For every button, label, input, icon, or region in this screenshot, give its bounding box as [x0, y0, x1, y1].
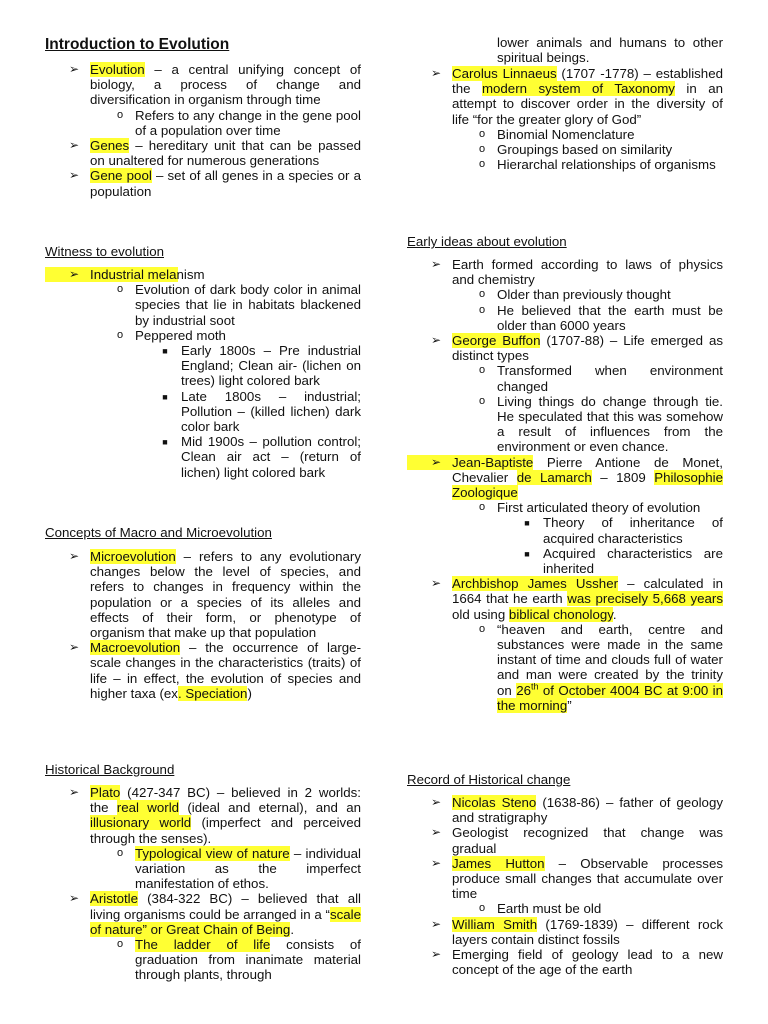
sub-typological: o Typological view of nature – individual variation as the imperfect manifestation of ethos. [45, 846, 361, 892]
intro-section [45, 62, 361, 199]
heading-record: Record of Historical change [407, 772, 571, 787]
highlight-date: 26th of October 4004 BC at 9:00 in the morning [497, 681, 723, 713]
circle-bullet-icon: o [478, 158, 486, 171]
arrow-bullet-icon: ➢ [68, 267, 80, 281]
bullet-aristotle: ➢ Aristotle (384-322 BC) – believed that all living organisms could be arranged in a “scale of nature” or Great Chain of Being. [68, 891, 361, 937]
circle-bullet-icon: o [478, 902, 486, 915]
term-hutton: James Hutton [452, 855, 545, 871]
sub-earth-old: o Earth must be old [407, 901, 723, 916]
term-steno: Nicolas Steno [452, 795, 537, 810]
bullet-linnaeus: ➢ Carolus Linnaeus (1707 -1778) – established the modern system of Taxonomy in an attempt to discover order in the diversity of life “for the greater glory of God” [430, 66, 723, 127]
term-gene-pool: Gene pool [90, 168, 152, 184]
square-bullet-icon: ■ [524, 548, 530, 559]
sub-evolution-dark: o Evolution of dark body color in animal species that lie in habitats blackened by industrial soot [45, 282, 361, 328]
circle-bullet-icon: o [478, 364, 486, 377]
continuation-text [407, 35, 723, 65]
sub-evolution: o Refers to any change in the gene pool of a population over time [45, 108, 361, 138]
term-buffon: George Buffon [452, 333, 541, 349]
arrow-bullet-icon: ➢ [430, 916, 442, 931]
item-late-1800s: ■ Late 1800s – industrial; Pollution – (killed lichen) dark color bark [45, 389, 361, 435]
arrow-bullet-icon: ➢ [430, 454, 442, 469]
heading-early-ideas: Early ideas about evolution [407, 234, 567, 249]
arrow-bullet-icon: ➢ [68, 62, 80, 76]
bullet-genes: ➢ Genes – hereditary unit that can be passed on unaltered for numerous generations [68, 138, 361, 169]
circle-bullet-icon: o [478, 288, 486, 301]
circle-bullet-icon: o [116, 846, 124, 859]
heading-historical: Historical Background [45, 762, 175, 777]
sub-ladder-of-life: o The ladder of life consists of graduation from inanimate material through plants, through [45, 937, 361, 983]
term-microevolution: Microevolution [90, 549, 176, 564]
arrow-bullet-icon: ➢ [430, 333, 442, 348]
item-early-1800s: ■ Early 1800s – Pre industrial England; Clean air- (lichen on trees) light colored bark [45, 343, 361, 389]
linnaeus-section [407, 66, 723, 172]
term-linnaeus: Carolus Linnaeus [452, 66, 557, 81]
arrow-bullet-icon: ➢ [68, 785, 80, 799]
arrow-bullet-icon: ➢ [430, 825, 442, 840]
circle-bullet-icon: o [478, 622, 486, 635]
term-jean-baptiste: Jean-Baptiste [452, 454, 534, 470]
square-bullet-icon: ■ [524, 518, 530, 529]
bullet-geologist: ➢ Geologist recognized that change was gradual [430, 825, 723, 856]
square-bullet-icon: ■ [162, 437, 168, 448]
bullet-lamarck: ➢ Jean-Baptiste Pierre Antione de Monet, Chevalier de Lamarch – 1809 Philosophie Zoologique [407, 455, 723, 501]
circle-bullet-icon: o [116, 108, 124, 121]
sub-6000-years: o He believed that the earth must be older than 6000 years [407, 303, 723, 333]
arrow-bullet-icon: ➢ [430, 66, 442, 80]
heading-witness: Witness to evolution [45, 244, 164, 259]
heading-concepts: Concepts of Macro and Microevolution [45, 525, 272, 540]
arrow-bullet-icon: ➢ [430, 947, 442, 962]
sub-living-things: o Living things do change through tie. He speculated that this was somehow a result of influences from the environment or even chance. [407, 394, 723, 455]
bullet-industrial-melanism: ➢ Industrial melanism [45, 267, 361, 282]
term-smith: William Smith [452, 916, 538, 932]
sub-peppered-moth: o Peppered moth [45, 328, 361, 343]
circle-bullet-icon: o [116, 328, 124, 341]
bullet-gene-pool: ➢ Gene pool – set of all genes in a species or a population [68, 168, 361, 199]
historical-section [45, 785, 361, 983]
arrow-bullet-icon: ➢ [430, 576, 442, 591]
item-theory-inheritance: ■ Theory of inheritance of acquired characteristics [407, 515, 723, 545]
sub-transformed: o Transformed when environment changed [407, 363, 723, 393]
bullet-macroevolution: ➢ Macroevolution – the occurrence of large-scale changes in the characteristics (traits) of life – in effect, the evolution of species and higher taxa (ex. Speciation) [68, 640, 361, 701]
term-ussher: Archbishop James Ussher [452, 576, 619, 592]
circle-bullet-icon: o [116, 938, 124, 951]
circle-bullet-icon: o [478, 127, 486, 140]
arrow-bullet-icon: ➢ [68, 138, 80, 153]
circle-bullet-icon: o [478, 394, 486, 407]
sub-hierarchal: o Hierarchal relationships of organisms [407, 157, 723, 172]
arrow-bullet-icon: ➢ [430, 257, 442, 271]
bullet-plato: ➢ Plato (427-347 BC) – believed in 2 worlds: the real world (ideal and eternal), and an illusionary world (imperfect and perceived through the senses). [68, 785, 361, 846]
item-mid-1900s: ■ Mid 1900s – pollution control; Clean air act – (return of lichen) light colored bark [45, 434, 361, 480]
bullet-earth-formed: ➢ Earth formed according to laws of physics and chemistry [430, 257, 723, 288]
witness-section [45, 267, 361, 480]
bullet-smith: ➢ William Smith (1769-1839) – different rock layers contain distinct fossils [430, 916, 723, 947]
concepts-section [45, 549, 361, 701]
square-bullet-icon: ■ [162, 346, 168, 357]
bullet-ussher: ➢ Archbishop James Ussher – calculated in 1664 that he earth was precisely 5,668 years old using biblical chonology. [430, 576, 723, 622]
bullet-buffon: ➢ George Buffon (1707-88) – Life emerged as distinct types [430, 333, 724, 364]
circle-bullet-icon: o [116, 283, 124, 296]
sub-heaven-quote: o “heaven and earth, centre and substances were made in the same instant of time and clouds full of water and man were created by the trinity on 26th of October 4004 BC at 9:00 in the morning” [407, 622, 723, 713]
document-title: Introduction to Evolution [45, 36, 230, 53]
arrow-bullet-icon: ➢ [68, 168, 80, 183]
bullet-emerging: ➢ Emerging field of geology lead to a new concept of the age of the earth [430, 947, 723, 978]
term-plato: Plato [90, 785, 121, 800]
term-aristotle: Aristotle [90, 891, 139, 907]
arrow-bullet-icon: ➢ [68, 549, 80, 563]
sub-groupings: o Groupings based on similarity [407, 142, 723, 157]
circle-bullet-icon: o [478, 303, 486, 316]
term-genes: Genes [90, 138, 130, 154]
bullet-evolution: ➢ Evolution – a central unifying concept of biology, a process of change and diversification in organism through time [68, 62, 361, 108]
continued-ladder-text: lower animals and humans to other spiritual beings. [497, 35, 723, 66]
sub-first-theory: o First articulated theory of evolution [407, 500, 723, 515]
record-section [407, 795, 723, 977]
bullet-microevolution: ➢ Microevolution – refers to any evolutionary changes below the level of species, and refers to changes in frequency within the population or a species of its alleles and effects of their form, or phenotype of organism that make up that population [68, 549, 361, 641]
sub-older: o Older than previously thought [407, 287, 723, 302]
circle-bullet-icon: o [478, 501, 486, 514]
term-evolution: Evolution [90, 62, 145, 77]
arrow-bullet-icon: ➢ [68, 891, 80, 906]
square-bullet-icon: ■ [162, 391, 168, 402]
bullet-steno: ➢ Nicolas Steno (1638-86) – father of geology and stratigraphy [430, 795, 723, 826]
arrow-bullet-icon: ➢ [430, 795, 442, 809]
arrow-bullet-icon: ➢ [68, 640, 80, 655]
arrow-bullet-icon: ➢ [430, 855, 442, 870]
early-ideas-section [407, 257, 723, 713]
circle-bullet-icon: o [478, 143, 486, 156]
term-macroevolution: Macroevolution [90, 640, 181, 656]
item-acquired: ■ Acquired characteristics are inherited [407, 546, 723, 576]
sub-binomial: o Binomial Nomenclature [407, 127, 723, 142]
bullet-hutton: ➢ James Hutton – Observable processes produce small changes that accumulate over time [430, 855, 723, 902]
